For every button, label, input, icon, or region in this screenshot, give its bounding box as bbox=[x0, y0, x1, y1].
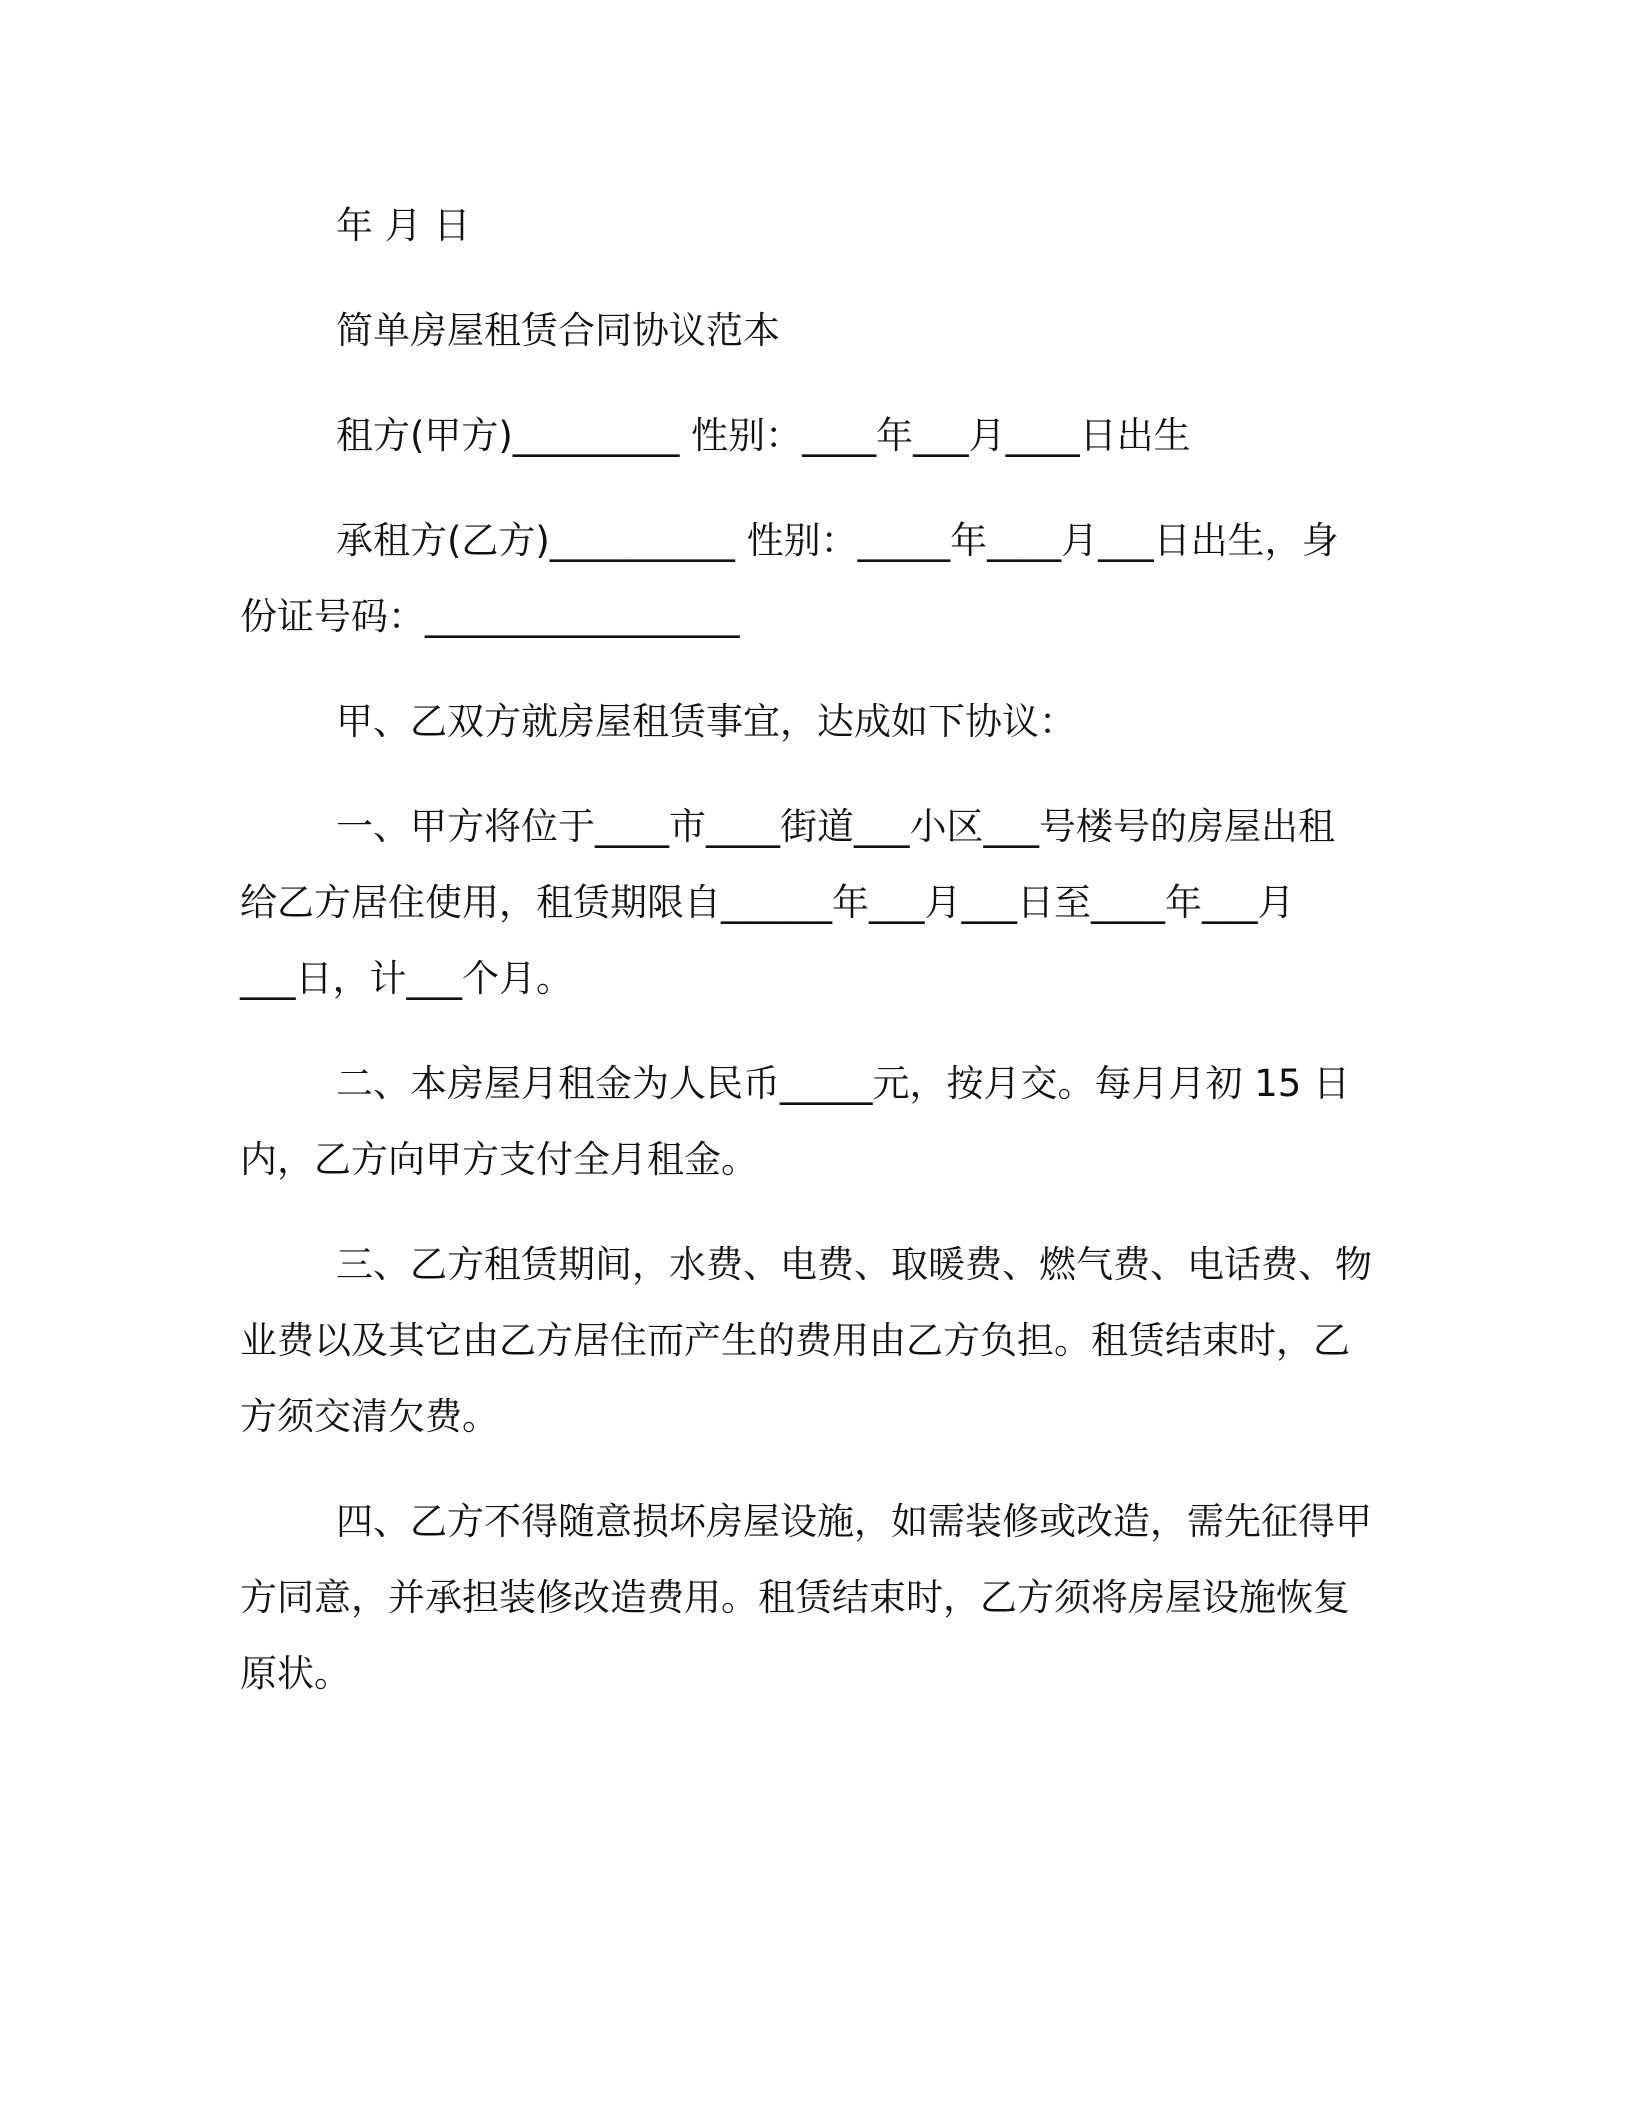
clause-1-line-3: ___日，计___个月。 bbox=[240, 957, 573, 1000]
clause-1-line-2: 给乙方居住使用，租赁期限自______年___月___日至____年___月 bbox=[240, 881, 1295, 924]
date-line-text: 年 月 日 bbox=[336, 204, 471, 247]
lessee-info-line-2: 份证号码：_________________ bbox=[240, 595, 740, 638]
clause-3-line-1: 三、乙方租赁期间，水费、电费、取暖费、燃气费、电话费、物 bbox=[336, 1243, 1372, 1286]
agreement-intro-text: 甲、乙双方就房屋租赁事宜，达成如下协议： bbox=[336, 700, 1076, 743]
lessor-info-text: 租方(甲方)_________ 性别：____年___月____日出生 bbox=[336, 414, 1191, 457]
date-line bbox=[240, 188, 1380, 264]
document-title-text: 简单房屋租赁合同协议范本 bbox=[336, 309, 780, 352]
clause-3 bbox=[240, 1227, 1380, 1455]
clause-1 bbox=[240, 789, 1380, 1017]
lessee-info bbox=[240, 503, 1380, 655]
clause-4 bbox=[240, 1484, 1380, 1712]
document-body bbox=[240, 188, 1380, 1741]
clause-4-line-1: 四、乙方不得随意损坏房屋设施，如需装修或改造，需先征得甲 bbox=[336, 1500, 1372, 1543]
clause-3-line-3: 方须交清欠费。 bbox=[240, 1395, 499, 1438]
clause-1-line-1: 一、甲方将位于____市____街道___小区___号楼号的房屋出租 bbox=[336, 805, 1335, 848]
clause-3-line-2: 业费以及其它由乙方居住而产生的费用由乙方负担。租赁结束时，乙 bbox=[240, 1319, 1350, 1362]
clause-2-line-1: 二、本房屋月租金为人民币_____元，按月交。每月月初 15 日 bbox=[336, 1062, 1351, 1105]
clause-2-line-2: 内，乙方向甲方支付全月租金。 bbox=[240, 1138, 758, 1181]
agreement-intro bbox=[240, 684, 1380, 760]
clause-4-line-2: 方同意，并承担装修改造费用。租赁结束时，乙方须将房屋设施恢复 bbox=[240, 1576, 1350, 1619]
clause-4-line-3: 原状。 bbox=[240, 1652, 351, 1695]
lessor-info bbox=[240, 398, 1380, 474]
document-title bbox=[240, 293, 1380, 369]
lessee-info-line-1: 承租方(乙方)__________ 性别：_____年____月___日出生，身 bbox=[336, 519, 1339, 562]
clause-2 bbox=[240, 1046, 1380, 1198]
